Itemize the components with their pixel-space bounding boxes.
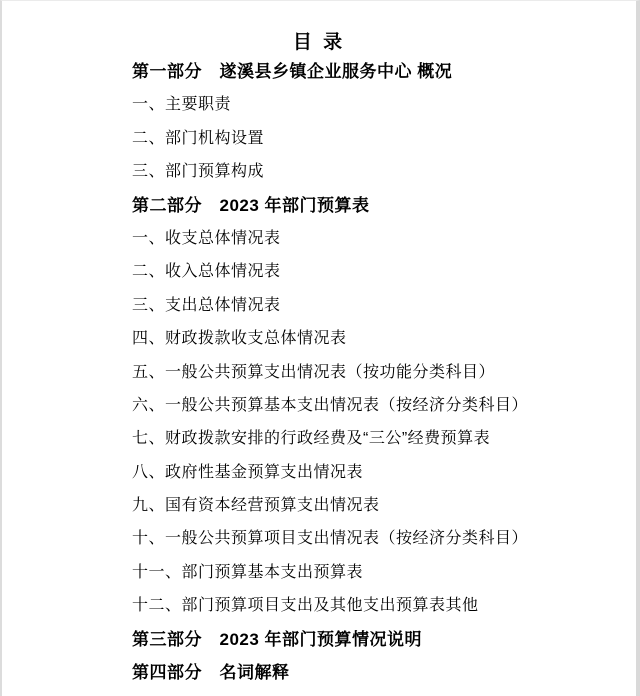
- toc-item: 四、财政拨款收支总体情况表: [132, 330, 347, 348]
- toc-item: 三、部门预算构成: [132, 163, 265, 181]
- toc-part-heading: 第二部分 2023 年部门预算表: [132, 195, 370, 215]
- toc-item: 十二、部门预算项目支出及其他支出预算表其他: [132, 597, 479, 615]
- toc-part-heading: 第一部分 遂溪县乡镇企业服务中心 概况: [132, 62, 453, 81]
- toc-item: 六、一般公共预算基本支出情况表（按经济分类科目）: [132, 396, 529, 414]
- toc-item: 二、部门机构设置: [132, 129, 265, 147]
- toc-item: 三、支出总体情况表: [132, 296, 281, 314]
- toc-item: 二、收入总体情况表: [132, 263, 281, 281]
- toc-title: 目 录: [292, 32, 346, 53]
- toc-part-heading: 第三部分 2023 年部门预算情况说明: [132, 629, 423, 649]
- toc-item: 五、一般公共预算支出情况表（按功能分类科目）: [132, 363, 496, 381]
- toc-item: 一、收支总体情况表: [132, 229, 281, 247]
- toc-part-heading: 第四部分 名词解释: [132, 663, 290, 683]
- toc-list: [2, 55, 636, 689]
- toc-item: 九、国有资本经营预算支出情况表: [132, 497, 380, 515]
- toc-item: 七、财政拨款安排的行政经费及“三公”经费预算表: [132, 430, 491, 448]
- toc-item: 八、政府性基金预算支出情况表: [132, 463, 364, 481]
- toc-item: 十、一般公共预算项目支出情况表（按经济分类科目）: [132, 530, 529, 548]
- toc-item: 十一、部门预算基本支出预算表: [132, 563, 364, 581]
- toc-item: 一、主要职责: [132, 96, 232, 114]
